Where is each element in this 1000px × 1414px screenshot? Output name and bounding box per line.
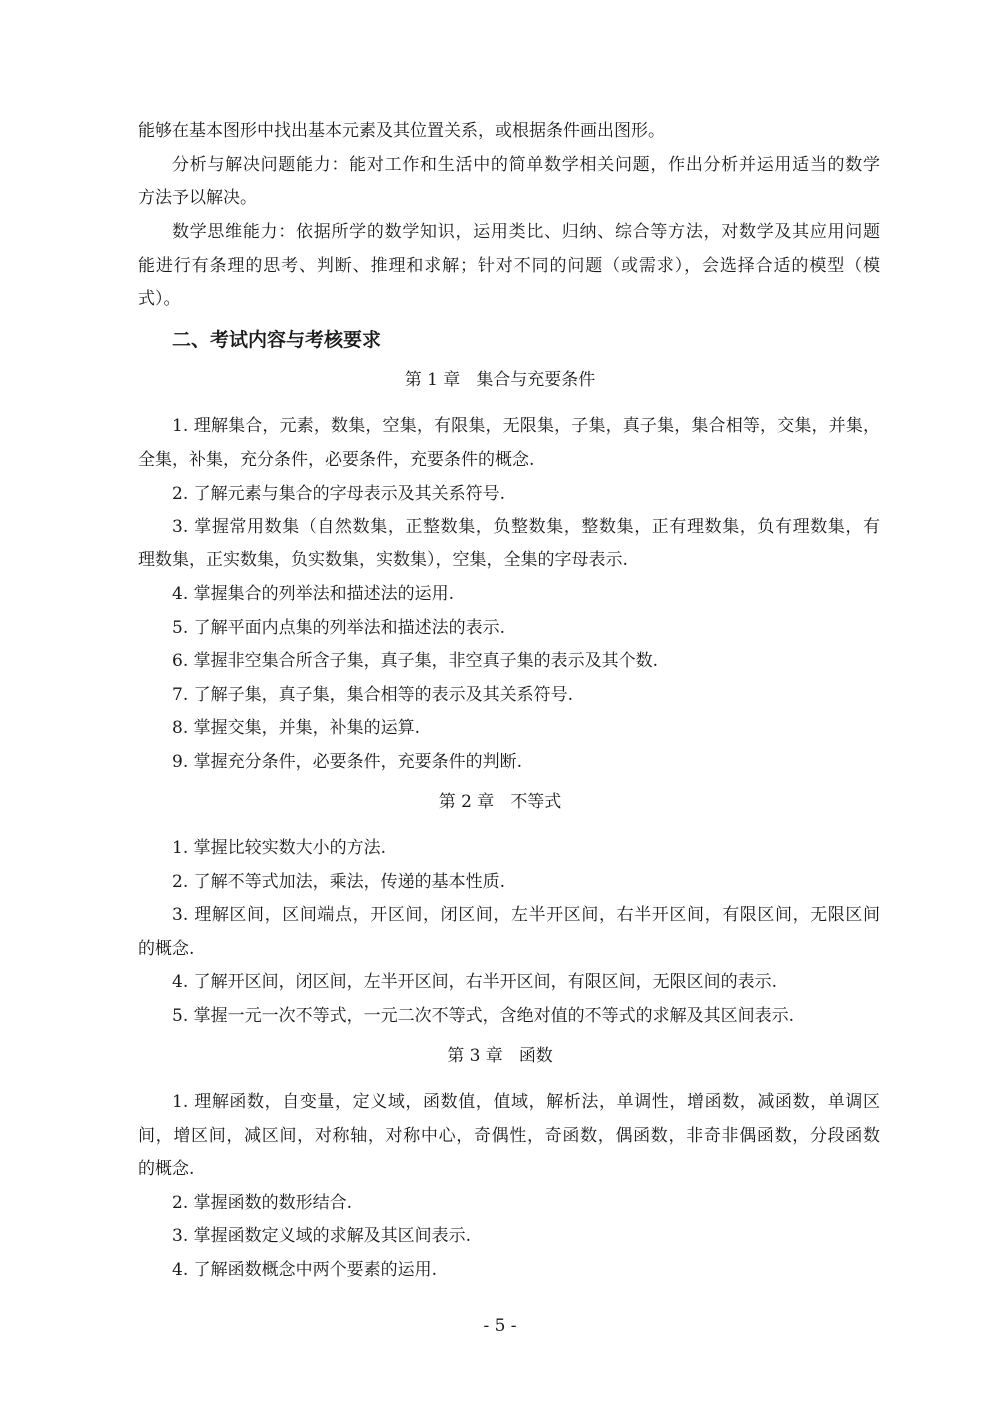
paragraph-line: 分析与解决问题能力：能对工作和生活中的简单数学相关问题，作出分析并运用适当的数学 [172, 155, 880, 175]
list-item: 2. 了解不等式加法，乘法，传递的基本性质. [172, 872, 506, 892]
page-number: - 5 - [483, 1316, 517, 1336]
list-item: 1. 理解函数，自变量，定义域，函数值，值域，解析法，单调性，增函数，减函数，单调区 [172, 1092, 880, 1112]
list-item: 4. 了解开区间，闭区间，左半开区间，右半开区间，有限区间，无限区间的表示. [172, 972, 778, 992]
paragraph-line: 能进行有条理的思考、判断、推理和求解；针对不同的问题（或需求），会选择合适的模型（模 [138, 256, 880, 276]
list-item-continuation: 理数集，正实数集，负实数集，实数集），空集，全集的字母表示. [138, 550, 628, 570]
list-item: 5. 了解平面内点集的列举法和描述法的表示. [172, 618, 506, 638]
list-item: 4. 了解函数概念中两个要素的运用. [172, 1260, 438, 1280]
list-item: 2. 了解元素与集合的字母表示及其关系符号. [172, 484, 506, 504]
list-item: 7. 了解子集，真子集，集合相等的表示及其关系符号. [172, 685, 574, 705]
list-item-continuation: 间，增区间，减区间，对称轴，对称中心，奇偶性，奇函数，偶函数，非奇非偶函数，分段函数 [138, 1126, 880, 1146]
chapter-name: 函数 [518, 1046, 553, 1066]
list-item-continuation: 全集，补集，充分条件，必要条件，充要条件的概念. [138, 450, 535, 470]
list-item: 1. 理解集合，元素，数集，空集，有限集，无限集，子集，真子集，集合相等，交集，并集， [172, 416, 880, 436]
list-item: 3. 掌握常用数集（自然数集，正整数集，负整数集，整数集，正有理数集，负有理数集，有 [172, 517, 880, 537]
paragraph-line: 能够在基本图形中找出基本元素及其位置关系，或根据条件画出图形。 [138, 121, 665, 141]
list-item: 2. 掌握函数的数形结合. [172, 1193, 353, 1213]
paragraph-line: 方法予以解决。 [138, 188, 257, 208]
paragraph-line: 数学思维能力：依据所学的数学知识，运用类比、归纳、综合等方法，对数学及其应用问题 [172, 222, 880, 242]
list-item-continuation: 的概念. [138, 939, 195, 959]
paragraph-line: 式）。 [138, 289, 181, 309]
list-item: 5. 掌握一元一次不等式，一元二次不等式，含绝对值的不等式的求解及其区间表示. [172, 1006, 795, 1026]
chapter-number: 第 2 章 [438, 792, 495, 812]
list-item: 4. 掌握集合的列举法和描述法的运用. [172, 584, 455, 604]
list-item: 6. 掌握非空集合所含子集，真子集，非空真子集的表示及其个数. [172, 651, 659, 671]
chapter-name: 不等式 [510, 792, 562, 812]
chapter-2-title [0, 792, 1000, 812]
list-item: 8. 掌握交集，并集，补集的运算. [172, 718, 421, 738]
list-item: 1. 掌握比较实数大小的方法. [172, 838, 387, 858]
chapter-number: 第 1 章 [404, 370, 461, 390]
chapter-number: 第 3 章 [447, 1046, 503, 1066]
list-item: 9. 掌握充分条件，必要条件，充要条件的判断. [172, 752, 523, 772]
list-item: 3. 掌握函数定义域的求解及其区间表示. [172, 1226, 472, 1246]
list-item-continuation: 的概念. [138, 1159, 195, 1179]
list-item: 3. 理解区间，区间端点，开区间，闭区间，左半开区间，右半开区间，有限区间，无限区间 [172, 905, 880, 925]
chapter-1-title [0, 370, 1000, 390]
chapter-3-title [0, 1046, 1000, 1066]
section-heading: 二、考试内容与考核要求 [172, 329, 382, 351]
chapter-name: 集合与充要条件 [476, 370, 596, 390]
